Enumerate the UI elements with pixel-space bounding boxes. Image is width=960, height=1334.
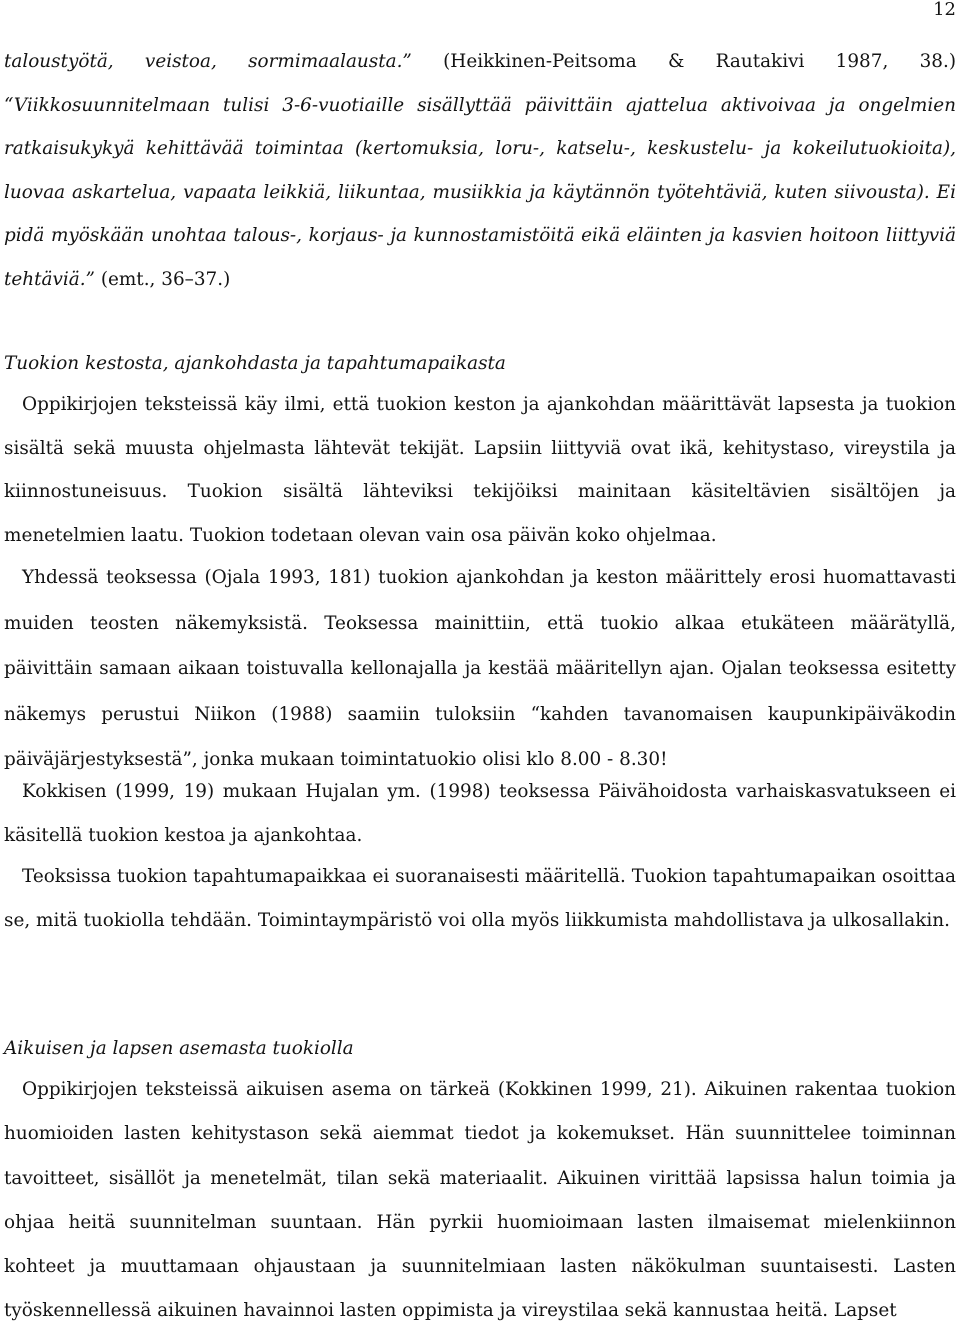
section1-paragraph-1: Oppikirjojen teksteissä käy ilmi, että tuokion keston ja ajankohdan määrittävät lapsesta ja tuokion sisältä sekä muusta ohjelmasta lähtevät tekijät. Lapsiin liittyviä ovat ikä, kehitystaso, vireystila ja kiinnostuneisuus. Tuokion sisältä lähteviksi tekijöiksi mainitaan käsiteltävien sisältöjen ja menetelmien laatu. Tuokion todetaan olevan vain osa päivän koko ohjelmaa. bbox=[4, 394, 956, 546]
section-heading-2: Aikuisen ja lapsen asemasta tuokiolla bbox=[4, 1038, 354, 1059]
section1-paragraph-2: Yhdessä teoksessa (Ojala 1993, 181) tuokion ajankohdan ja keston määrittely erosi huomattavasti muiden teosten näkemyksistä. Teoksessa mainittiin, että tuokio alkaa etukäteen määrätyllä, päivittäin samaan aikaan toistuvalla kellonajalla ja kestää määritellyn ajan. Ojalan teoksessa esitetty näkemys perustui Niikon (1988) saamiin tuloksiin “kahden tavanomaisen kaupunkipäiväkodin päiväjärjestyksestä”, jonka mukaan toimintatuokio olisi klo 8.00 - 8.30! bbox=[4, 567, 956, 770]
quote-text: “Viikkosuunnitelmaan tulisi 3-6-vuotiaille sisällyttää päivittäin ajattelua aktivoivaa ja ongelmien ratkaisukykyä kehittävää toimintaa (kertomuksia, loru-, katselu-, keskustelu- ja kokeilutuokioita), luovaa askartelua, vapaata leikkiä, liikuntaa, musiikkia ja käytännön työtehtäviä, kuten siivousta). Ei pidä myöskään unohtaa talous-, korjaus- ja kunnostamistöitä eikä eläinten ja kasvien hoitoon liittyviä tehtäviä.” bbox=[4, 94, 956, 290]
quote-paragraph bbox=[4, 84, 956, 302]
section2-paragraph-1: Oppikirjojen teksteissä aikuisen asema on tärkeä (Kokkinen 1999, 21). Aikuinen rakentaa tuokion huomioiden lasten kehitystason sekä aiemmat tiedot ja kokemukset. Hän suunnittelee toiminnan tavoitteet, sisällöt ja menetelmät, tilan sekä materiaalit. Aikuinen virittää lapsissa halun toimia ja ohjaa heitä suunnitelman suuntaan. Hän pyrkii huomioimaan lasten ilmaisemat mielenkiinnon kohteet ja muuttamaan ohjaustaan ja suunnitelmiaan lasten näkökulman suuntaisesti. Lasten työskennellessä aikuinen havainnoi lasten oppimista ja vireystilaa sekä kannustaa heitä. Lapset bbox=[4, 1079, 956, 1322]
quote-line-1 bbox=[4, 40, 956, 84]
section1-paragraph-4: Teoksissa tuokion tapahtumapaikkaa ei suoranaisesti määritellä. Tuokion tapahtumapaikan osoittaa se, mitä tuokiolla tehdään. Toimintaympäristö voi olla myös liikkumista mahdollistava ja ulkosallakin. bbox=[4, 866, 956, 931]
section1-paragraph-3: Kokkisen (1999, 19) mukaan Hujalan ym. (1998) teoksessa Päivähoidosta varhaiskasvatukseen ei käsitellä tuokion kestoa ja ajankohtaa. bbox=[4, 781, 956, 846]
quote-block bbox=[4, 40, 956, 301]
page-number: 12 bbox=[933, 0, 956, 20]
section-heading-1: Tuokion kestosta, ajankohdasta ja tapahtumapaikasta bbox=[4, 353, 506, 374]
quote-fragment: taloustyötä, veistoa, sormimaalausta.” bbox=[4, 51, 412, 72]
quote-citation-2: (emt., 36–37.) bbox=[94, 268, 231, 290]
quote-citation: (Heikkinen-Peitsoma & Rautakivi 1987, 38.) bbox=[411, 51, 957, 72]
